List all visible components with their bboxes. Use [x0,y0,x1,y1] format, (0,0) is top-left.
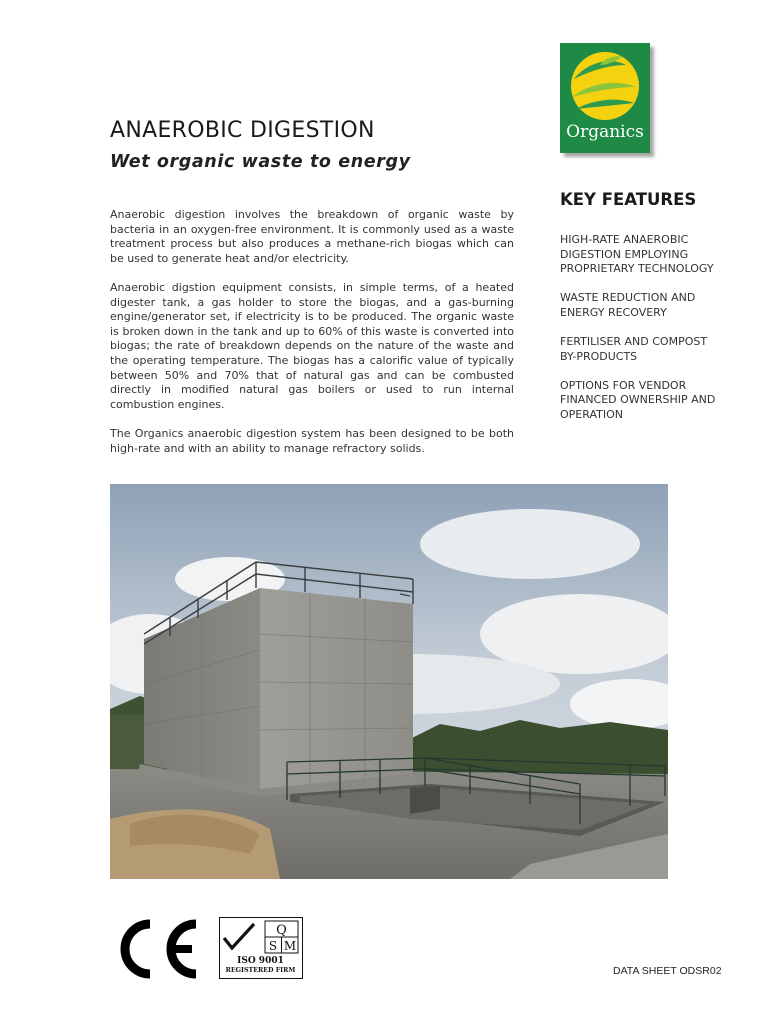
organics-logo [560,43,650,153]
body-paragraph-system: The Organics anaerobic digestion system has been designed to be both high-rate and with an ability to manage refractory solids. [110,427,514,455]
body-paragraph-intro: Anaerobic digestion involves the breakdown of organic waste by bacteria in an oxygen-free environment. It is commonly used as a waste treatment process but also produces a methane-rich biogas which can be used to generate heat and/or electricity. [110,208,514,265]
iso-s-letter: S [268,939,278,953]
iso-standard-label: ISO 9001 [237,956,284,966]
feature-item: OPTIONS FOR VENDOR FINANCED OWNERSHIP AND OPERATION [560,378,716,421]
page-title: ANAEROBIC DIGESTION [110,118,375,143]
feature-item: HIGH-RATE ANAEROBIC DIGESTION EMPLOYING PROPRIETARY TECHNOLOGY [560,233,714,276]
feature-item: WASTE REDUCTION AND ENERGY RECOVERY [560,291,696,319]
page-subtitle: Wet organic waste to energy [110,152,411,172]
iso-registered-label: REGISTERED FIRM [225,967,296,974]
digester-tank-photo [110,484,668,879]
ce-mark-icon [110,918,202,984]
logo-wordmark: Organics [566,122,644,142]
key-features-heading: KEY FEATURES [560,190,697,209]
iso-9001-badge [219,917,303,979]
iso-m-letter: M [283,939,297,953]
feature-item: FERTILISER AND COMPOST BY-PRODUCTS [560,334,708,363]
data-sheet-code: DATA SHEET ODSR02 [613,965,722,977]
body-paragraph-equipment: Anaerobic digstion equipment consists, in simple terms, of a heated digester tank, a gas holder to store the biogas, and a gas-burning engine/generator set, if electricity is to be produced. The organic waste is broken down in the tank and up to 60% of this waste is converted into biogas; the rate of breakdown depends on the nature of the waste and the operating temperature. The biogas has a calorific value of typically between 50% and 70% that of natural gas and can be combusted directly in modified natural gas boilers or used to run internal combustion engines. [110,281,514,411]
iso-q-letter: Q [276,923,287,938]
qms-check-icon [220,918,301,956]
key-features-list [560,233,740,437]
